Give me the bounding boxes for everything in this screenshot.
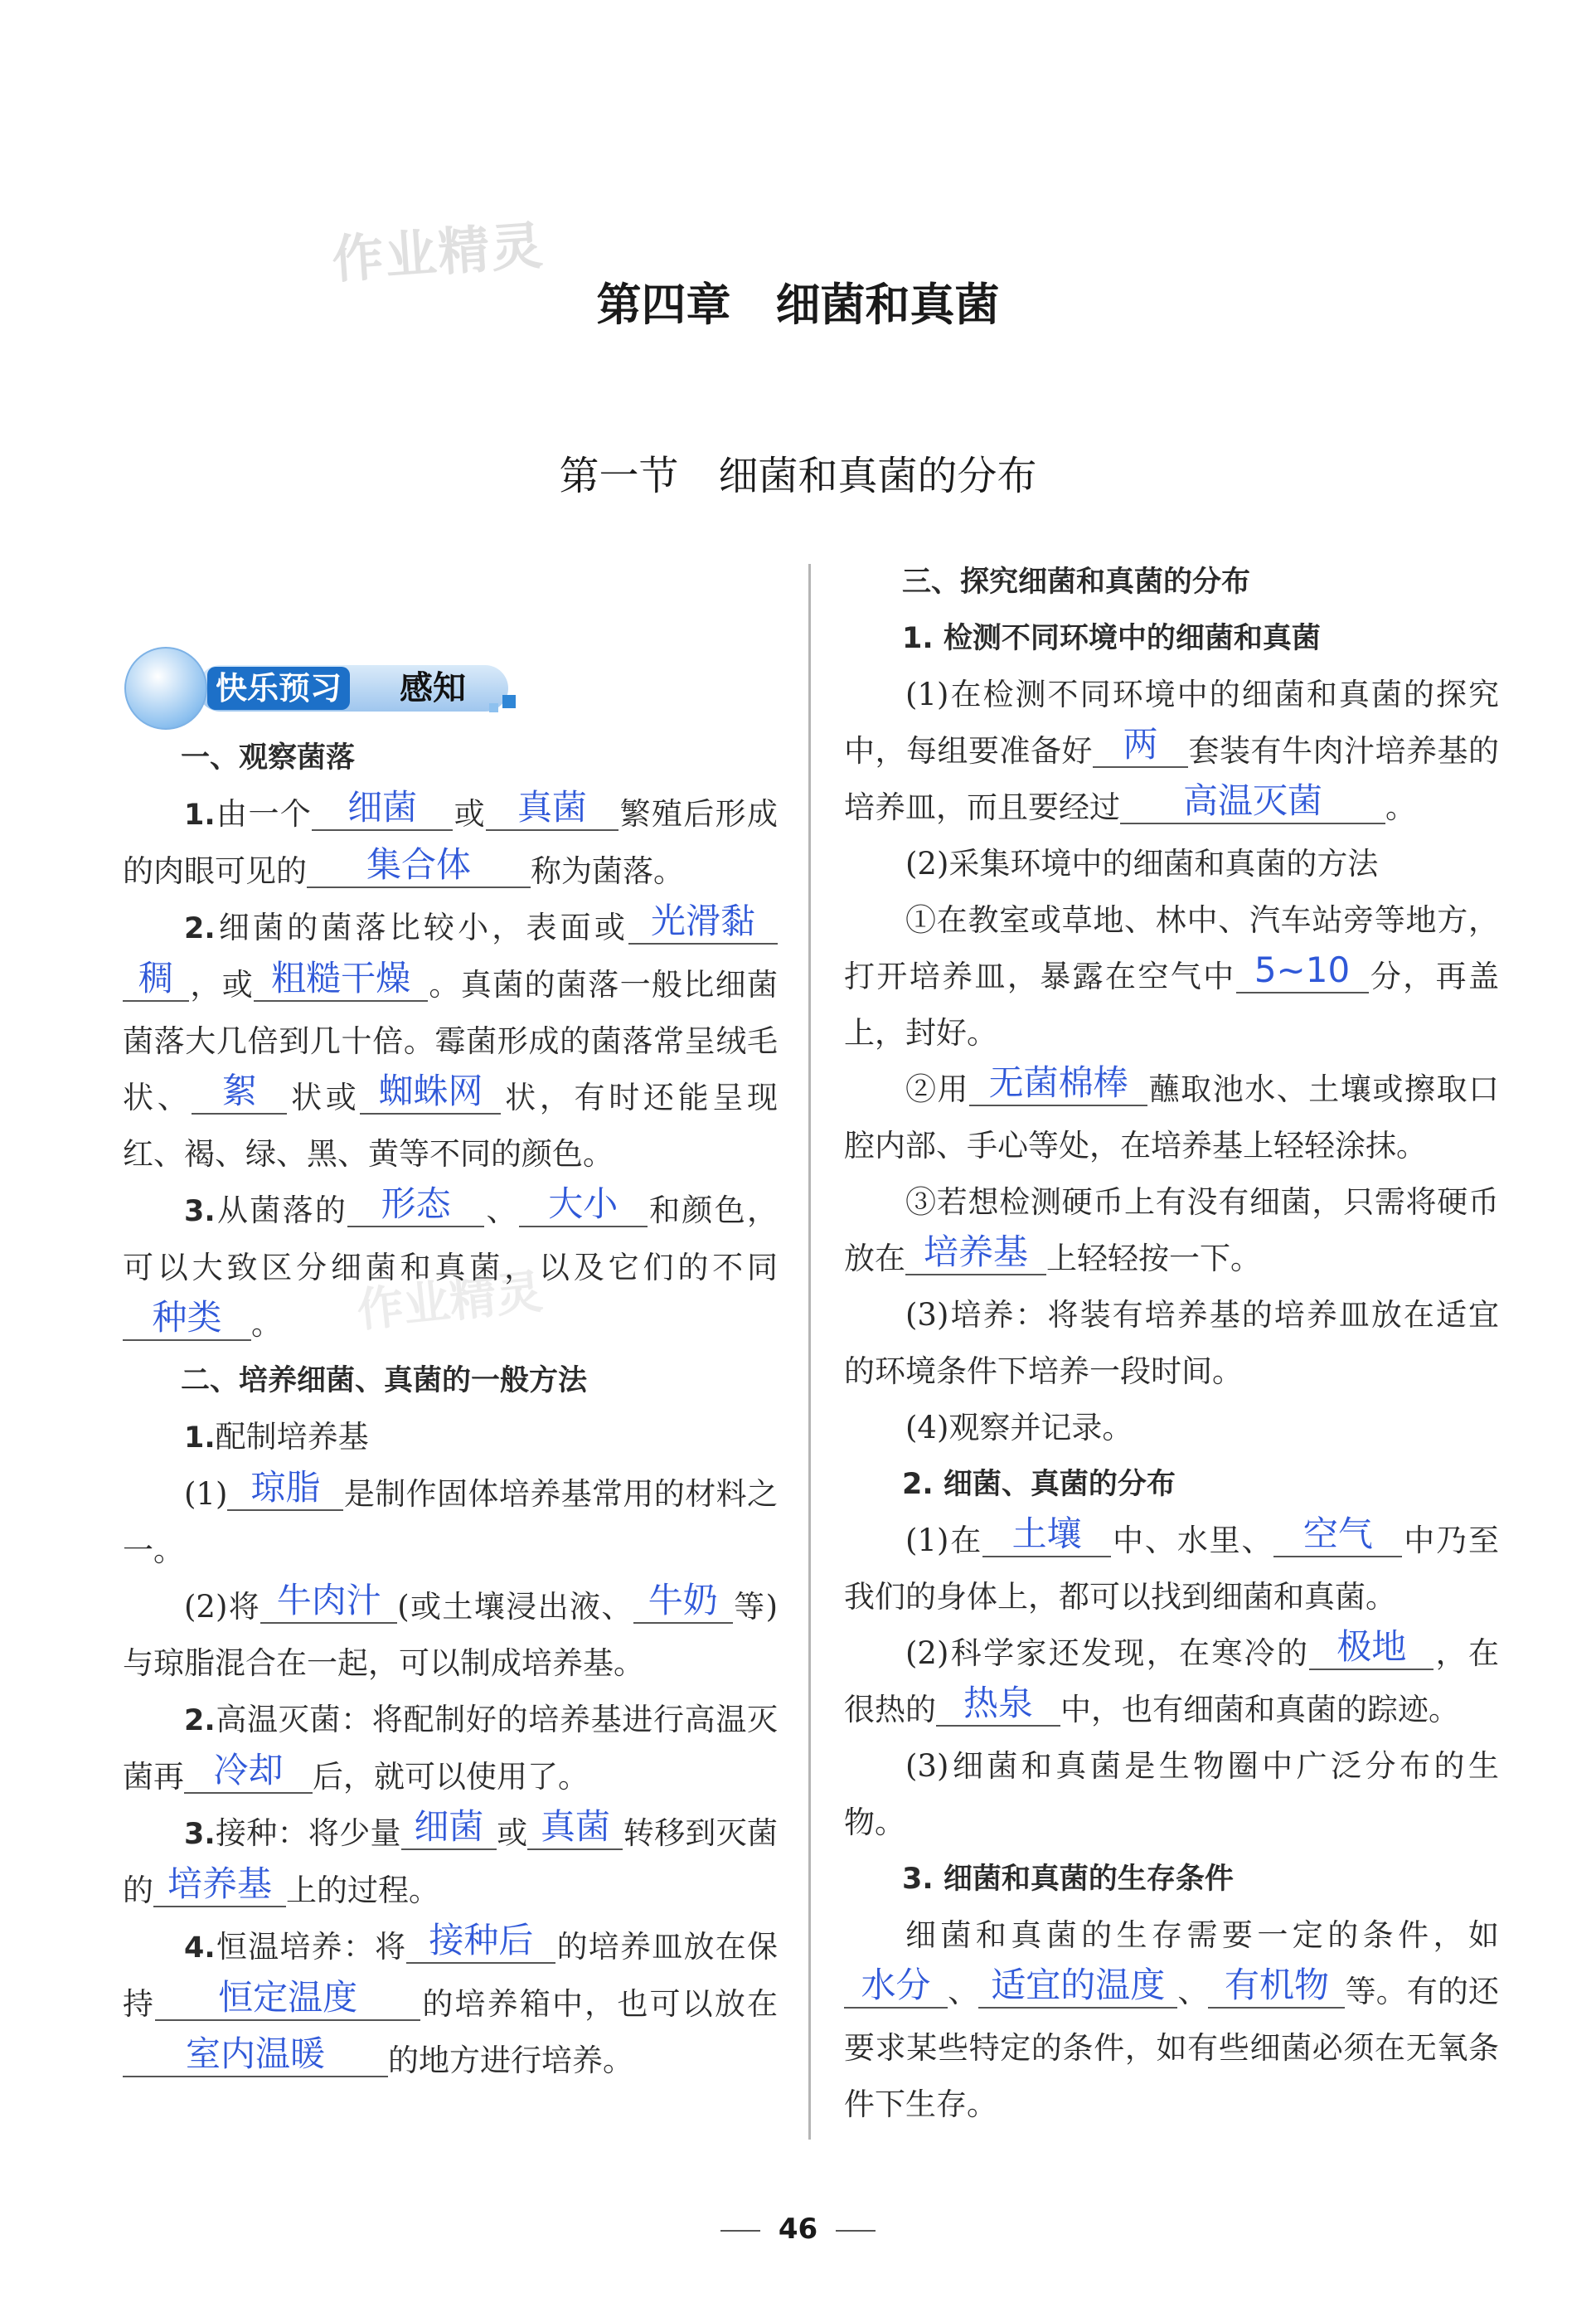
answer-blank: 细菌 <box>401 1805 497 1850</box>
answer-blank: 室内温暖 <box>123 2033 388 2077</box>
answer-blank: 恒定温度 <box>155 1976 420 2021</box>
step-1: 1.配制培养基 <box>184 1419 369 1455</box>
watermark: 作业精灵 <box>330 215 546 290</box>
answer-blank: 水分 <box>844 1964 948 2009</box>
chapter-title: 第四章 细菌和真菌 <box>596 279 1000 331</box>
answer-blank: 稠 <box>123 957 189 1002</box>
paragraph-1f: (3)培养：将装有培养基的培养皿放在适宜的环境条件下培养一段时间。 <box>844 1297 1499 1389</box>
answer-blank: 接种后 <box>406 1919 555 1964</box>
paragraph-2b: (2)科学家还发现，在寒冷的 极地 ，在很热的 热泉 中，也有细菌和真菌的踪迹。 <box>844 1626 1499 1727</box>
heading-observe-colony: 一、观察菌落 <box>181 741 356 775</box>
right-column <box>844 554 1499 2133</box>
subheading-distribution: 2. 细菌、真菌的分布 <box>902 1468 1176 1501</box>
subheading-conditions: 3. 细菌和真菌的生存条件 <box>902 1863 1234 1896</box>
answer-blank: 真菌 <box>486 786 619 831</box>
answer-blank: 热泉 <box>936 1682 1060 1727</box>
question-2: 2.细菌的菌落比较小，表面或 光滑黏稠 ，或 粗糙干燥 。真菌的菌落一般比细菌菌落大几倍到几十倍。霉菌形成的菌落常呈绒毛状、 絮 状或 蜘蛛网 状，有时还能呈现红、褐、绿、黑、黄等不同的颜色。 <box>123 901 779 1172</box>
answer-blank: 形态 <box>347 1183 484 1227</box>
answer-blank: 粗糙干燥 <box>254 957 428 1002</box>
answer-blank: 牛肉汁 <box>260 1579 397 1624</box>
answer-blank: 琼脂 <box>227 1466 343 1511</box>
feather-pen-icon <box>124 647 207 730</box>
answer-blank: 冷却 <box>184 1749 313 1794</box>
answer-blank: 大小 <box>519 1183 648 1227</box>
heading-explore-distribution: 三、探究细菌和真菌的分布 <box>902 566 1251 599</box>
banner-sub-label: 感知 <box>400 669 466 707</box>
paragraph-1g: (4)观察并记录。 <box>905 1410 1133 1445</box>
step-4: 4.恒温培养：将 接种后 的培养皿放在保持 恒定温度 的培养箱中，也可以放在室内温暖 的地方进行培养。 <box>123 1920 779 2078</box>
preview-banner <box>124 647 555 730</box>
answer-blank: 有机物 <box>1208 1964 1345 2009</box>
step-1-b: (2)将 牛肉汁 (或土壤浸出液、 牛奶 等)与琼脂混合在一起，可以制成培养基。 <box>123 1580 779 1681</box>
column-divider <box>808 564 811 2140</box>
question-3: 3.从菌落的 形态 、 大小 和颜色，可以大致区分细菌和真菌，以及它们的不同种类 。 <box>123 1183 779 1342</box>
answer-blank: 适宜的温度 <box>978 1964 1177 2009</box>
left-column <box>123 730 778 2089</box>
paragraph-1e: ③若想检测硬币上有没有细菌，只需将硬币放在 培养基 上轻轻按一下。 <box>844 1184 1499 1276</box>
page-number-dash <box>836 2230 876 2232</box>
answer-blank: 光滑黏 <box>628 900 778 945</box>
answer-blank: 细菌 <box>312 786 453 831</box>
answer-blank: 培养基 <box>905 1231 1046 1275</box>
answer-blank: 集合体 <box>307 843 531 888</box>
paragraph-2c: (3)细菌和真菌是生物圈中广泛分布的生物。 <box>844 1748 1499 1840</box>
answer-blank: 蜘蛛网 <box>360 1070 501 1115</box>
answer-blank: 无菌棉棒 <box>969 1061 1147 1106</box>
answer-blank: 牛奶 <box>633 1579 733 1624</box>
answer-blank: 土壤 <box>982 1513 1111 1557</box>
answer-blank: 絮 <box>192 1070 287 1115</box>
paragraph-1a: (1)在检测不同环境中的细菌和真菌的探究中，每组要准备好 两 套装有牛肉汁培养基的培养皿，而且要经过 高温灭菌 。 <box>844 677 1499 825</box>
step-2: 2.高温灭菌：将配制好的培养基进行高温灭菌再 冷却 后，就可以使用了。 <box>123 1702 778 1795</box>
answer-blank: 真菌 <box>527 1805 623 1850</box>
subheading-detect: 1. 检测不同环境中的细菌和真菌 <box>902 622 1321 655</box>
answer-blank: 两 <box>1093 723 1188 768</box>
paragraph-3a: 细菌和真菌的生存需要一定的条件，如水分 、 适宜的温度 、 有机物 等。有的还要求某些特定的条件，如有些细菌必须在无氧条件下生存。 <box>844 1917 1500 2122</box>
answer-blank: 5~10 <box>1236 949 1369 993</box>
answer-blank: 高温灭菌 <box>1120 780 1385 824</box>
paragraph-1d: ②用 无菌棉棒 蘸取池水、土壤或擦取口腔内部、手心等处，在培养基上轻轻涂抹。 <box>844 1062 1500 1163</box>
square-decoration-icon <box>502 695 516 708</box>
answer-blank: 种类 <box>123 1296 251 1341</box>
answer-blank: 空气 <box>1273 1513 1402 1557</box>
page-number-dash <box>720 2230 760 2232</box>
answer-blank: 培养基 <box>153 1863 286 1907</box>
square-decoration-icon <box>489 703 498 712</box>
paragraph-2a: (1)在 土壤 中、水里、 空气 中乃至我们的身体上，都可以找到细菌和真菌。 <box>844 1513 1500 1615</box>
step-1-a: (1) 琼脂 是制作固体培养基常用的材料之一。 <box>123 1467 778 1568</box>
heading-culture-method: 二、培养细菌、真菌的一般方法 <box>181 1364 588 1397</box>
page-number: 46 <box>0 2213 1596 2246</box>
section-title: 第一节 细菌和真菌的分布 <box>559 453 1037 499</box>
paragraph-1c: ①在教室或草地、林中、汽车站旁等地方，打开培养皿，暴露在空气中 5~10 分，再盖上，封好。 <box>844 902 1499 1051</box>
answer-blank: 极地 <box>1309 1625 1433 1670</box>
banner-main-label: 快乐预习 <box>207 667 350 710</box>
question-1: 1.由一个 细菌 或 真菌 繁殖后形成的肉眼可见的 集合体 称为菌落。 <box>123 787 779 889</box>
paragraph-1b: (2)采集环境中的细菌和真菌的方法 <box>905 846 1379 882</box>
step-3: 3.接种：将少量 细菌 或 真菌 转移到灭菌的 培养基 上的过程。 <box>123 1806 779 1908</box>
watermark-faint: 作业精灵 <box>354 1265 546 1338</box>
